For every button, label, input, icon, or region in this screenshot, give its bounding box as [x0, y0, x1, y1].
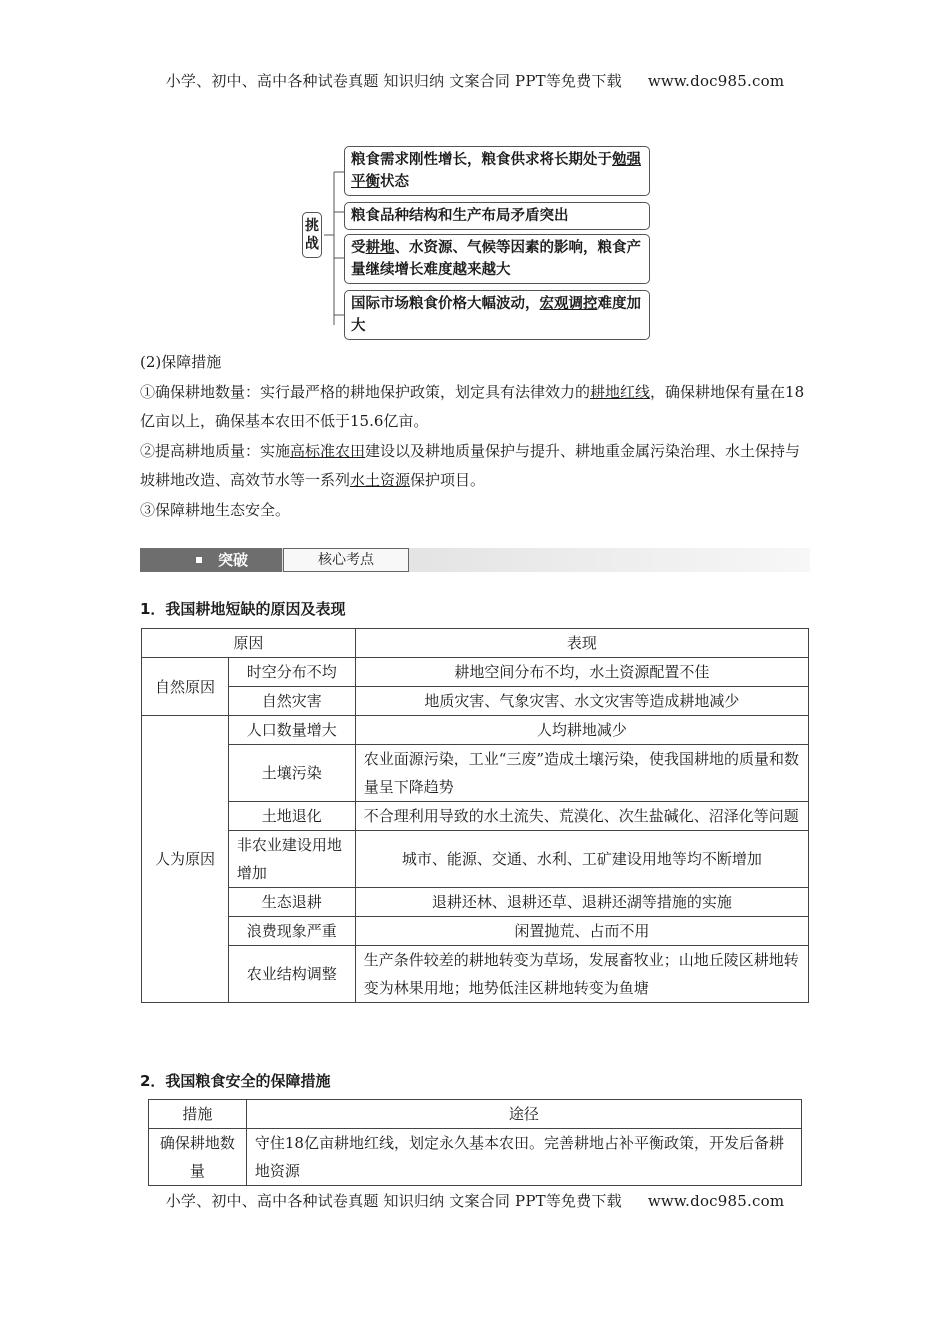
banner-dark: 突破	[140, 548, 282, 572]
table-header: 措施	[149, 1100, 247, 1129]
page-footer	[0, 1190, 950, 1211]
challenge-item: 受耕地、水资源、气候等因素的影响，粮食产量继续增长难度越来越大	[344, 234, 650, 284]
table-header: 途径	[246, 1100, 801, 1129]
group-cell: 人为原因	[142, 716, 229, 1003]
page-header	[0, 70, 950, 91]
header-text: 小学、初中、高中各种试卷真题 知识归纳 文案合同 PPT等免费下载	[165, 72, 622, 90]
cause-cell: 时空分布不均	[228, 658, 355, 687]
measure-cell: 确保耕地数量	[149, 1129, 247, 1186]
section-banner	[140, 548, 810, 572]
cause-cell: 土壤污染	[228, 745, 355, 802]
table-header: 表现	[355, 629, 808, 658]
header-site: www.doc985.com	[647, 72, 785, 90]
footer-site: www.doc985.com	[647, 1192, 785, 1210]
effect-cell: 城市、能源、交通、水利、工矿建设用地等均不断增加	[355, 831, 808, 888]
cause-cell: 人口数量增大	[228, 716, 355, 745]
table-row	[142, 917, 809, 946]
challenge-item: 国际市场粮食价格大幅波动，宏观调控难度加大	[344, 290, 650, 340]
table-row	[142, 802, 809, 831]
table-header-row	[142, 629, 809, 658]
banner-square-icon	[196, 557, 202, 563]
effect-cell: 闲置抛荒、占而不用	[355, 917, 808, 946]
table-row	[142, 946, 809, 1003]
group-cell: 自然原因	[142, 658, 229, 716]
effect-cell: 生产条件较差的耕地转变为草场，发展畜牧业；山地丘陵区耕地转变为林果用地；地势低洼区耕地转变为鱼塘	[355, 946, 808, 1003]
cause-cell: 浪费现象严重	[228, 917, 355, 946]
effect-cell: 地质灾害、气象灾害、水文灾害等造成耕地减少	[355, 687, 808, 716]
measures-title: (2)保障措施	[140, 353, 222, 371]
cause-cell: 生态退耕	[228, 888, 355, 917]
measure-3: ③保障耕地生态安全。	[140, 501, 291, 519]
section1-title: 1．我国耕地短缺的原因及表现	[140, 600, 346, 618]
table-row	[149, 1129, 802, 1186]
challenge-item: 粮食需求刚性增长，粮食供求将长期处于勉强平衡状态	[344, 146, 650, 196]
way-cell: 守住18亿亩耕地红线，划定永久基本农田。完善耕地占补平衡政策，开发后备耕地资源	[246, 1129, 801, 1186]
measure-2: ②提高耕地质量：实施高标准农田建设以及耕地质量保护与提升、耕地重金属污染治理、水土保持与坡耕地改造、高效节水等一系列水土资源保护项目。	[140, 442, 801, 489]
table-row	[142, 831, 809, 888]
footer-text: 小学、初中、高中各种试卷真题 知识归纳 文案合同 PPT等免费下载	[165, 1192, 622, 1210]
banner-light: 核心考点	[283, 548, 409, 572]
cause-cell: 土地退化	[228, 802, 355, 831]
challenge-label: 挑战	[302, 212, 322, 258]
measure-1: ①确保耕地数量：实行最严格的耕地保护政策，划定具有法律效力的耕地红线，确保耕地保有量在18亿亩以上，确保基本农田不低于15.6亿亩。	[140, 383, 805, 430]
challenge-diagram	[300, 140, 660, 340]
shortage-table	[141, 628, 809, 1003]
table-row	[142, 687, 809, 716]
effect-cell: 退耕还林、退耕还草、退耕还湖等措施的实施	[355, 888, 808, 917]
table-header: 原因	[142, 629, 356, 658]
cause-cell: 非农业建设用地增加	[228, 831, 355, 888]
measures-table	[148, 1099, 802, 1186]
effect-cell: 农业面源污染，工业“三废”造成土壤污染，使我国耕地的质量和数量呈下降趋势	[355, 745, 808, 802]
table-row	[142, 658, 809, 687]
table-header-row	[149, 1100, 802, 1129]
effect-cell: 耕地空间分布不均，水土资源配置不佳	[355, 658, 808, 687]
effect-cell: 不合理利用导致的水土流失、荒漠化、次生盐碱化、沼泽化等问题	[355, 802, 808, 831]
table-row	[142, 716, 809, 745]
section2-title: 2．我国粮食安全的保障措施	[140, 1072, 331, 1090]
table-row	[142, 745, 809, 802]
challenge-item: 粮食品种结构和生产布局矛盾突出	[344, 202, 650, 230]
effect-cell: 人均耕地减少	[355, 716, 808, 745]
cause-cell: 自然灾害	[228, 687, 355, 716]
table-row	[142, 888, 809, 917]
cause-cell: 农业结构调整	[228, 946, 355, 1003]
